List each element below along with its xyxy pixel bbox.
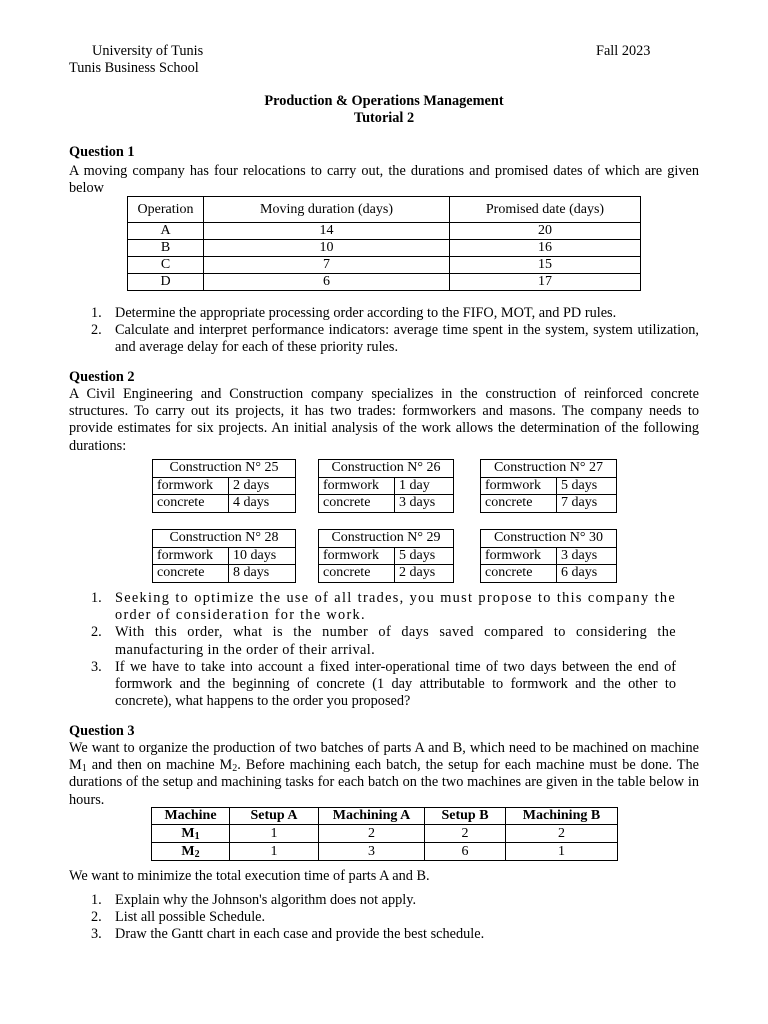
list-number: 3. xyxy=(91,658,102,675)
construction-table-25 xyxy=(152,459,296,513)
q3-header-machine: Machine xyxy=(152,808,230,825)
machine-cell xyxy=(152,825,230,843)
table-cell: D xyxy=(128,274,204,291)
tutorial-title: Tutorial 2 xyxy=(353,110,415,126)
q1-table xyxy=(127,196,641,291)
table-row xyxy=(128,223,641,240)
table-cell: 2 xyxy=(425,825,506,843)
machine-name: M xyxy=(181,843,195,859)
table-cell: 20 xyxy=(450,223,641,240)
table-cell: 2 xyxy=(319,825,425,843)
table-cell: 6 xyxy=(425,843,506,861)
q3-intro-part1: We want to organize the production of two batches of parts A and B, which need to be machined on machine M xyxy=(69,740,699,774)
list-number: 2. xyxy=(91,624,102,641)
list-text: If we have to take into account a fixed inter-operational time of two days between the end of formwork and the beginning of concrete (1 day attributable to formwork and the other to concrete), what happens to the order you proposed? xyxy=(115,658,676,710)
term: Fall 2023 xyxy=(596,43,651,59)
concrete-label: concrete xyxy=(319,565,395,583)
formwork-label: formwork xyxy=(153,477,229,495)
table-cell: 7 xyxy=(204,257,450,274)
formwork-label: formwork xyxy=(319,477,395,495)
q3-intro xyxy=(69,740,699,809)
table-cell: 14 xyxy=(204,223,450,240)
construction-table-30 xyxy=(480,529,617,583)
construction-title: Construction N° 25 xyxy=(153,460,296,478)
school-name: Tunis Business School xyxy=(69,60,199,76)
list-item xyxy=(69,892,699,909)
construction-title: Construction N° 27 xyxy=(481,460,617,478)
formwork-label: formwork xyxy=(481,547,557,565)
table-cell: B xyxy=(128,240,204,257)
q3-header-setup-b: Setup B xyxy=(425,808,506,825)
table-row xyxy=(128,274,641,291)
formwork-label: formwork xyxy=(319,547,395,565)
construction-title: Construction N° 29 xyxy=(319,530,454,548)
university-name: University of Tunis xyxy=(92,43,204,59)
list-text: Draw the Gantt chart in each case and provide the best schedule. xyxy=(115,926,485,943)
concrete-label: concrete xyxy=(319,495,395,513)
list-text: List all possible Schedule. xyxy=(115,909,266,926)
list-text: Calculate and interpret performance indicators: average time spent in the system, system utilization, and average delay for each of these priority rules. xyxy=(115,322,699,356)
list-item xyxy=(69,322,699,356)
table-cell: A xyxy=(128,223,204,240)
q1-title: Question 1 xyxy=(69,144,135,160)
construction-title: Construction N° 30 xyxy=(481,530,617,548)
q3-title: Question 3 xyxy=(69,723,135,739)
machine-cell xyxy=(152,843,230,861)
table-cell: 3 xyxy=(319,843,425,861)
q1-header-operation: Operation xyxy=(128,197,204,223)
list-number: 1. xyxy=(91,590,102,606)
list-item xyxy=(69,909,699,926)
q3-list xyxy=(69,892,699,944)
formwork-duration: 5 days xyxy=(557,477,617,495)
concrete-duration: 7 days xyxy=(557,495,617,513)
list-text: Explain why the Johnson's algorithm does not apply. xyxy=(115,892,417,908)
construction-table-29 xyxy=(318,529,454,583)
formwork-duration: 2 days xyxy=(229,477,296,495)
list-text: Seeking to optimize the use of all trades, you must propose to this company the order of consideration for the work. xyxy=(115,590,676,624)
concrete-label: concrete xyxy=(153,565,229,583)
q3-intro-sub2: 2 xyxy=(232,763,238,775)
q1-header-promised: Promised date (days) xyxy=(450,197,641,223)
list-number: 2. xyxy=(91,322,102,339)
concrete-duration: 8 days xyxy=(229,565,296,583)
q1-header-duration: Moving duration (days) xyxy=(204,197,450,223)
q3-intro-part2: and then on machine M xyxy=(86,757,233,774)
table-row xyxy=(152,843,618,861)
concrete-label: concrete xyxy=(481,565,557,583)
list-number: 3. xyxy=(91,926,102,943)
formwork-duration: 10 days xyxy=(229,547,296,565)
list-text: Determine the appropriate processing order according to the FIFO, MOT, and PD rules. xyxy=(115,305,617,321)
list-item xyxy=(69,659,676,711)
table-row xyxy=(152,825,618,843)
construction-table-27 xyxy=(480,459,617,513)
q3-header-machining-b: Machining B xyxy=(506,808,618,825)
construction-title: Construction N° 28 xyxy=(153,530,296,548)
concrete-label: concrete xyxy=(153,495,229,513)
list-item xyxy=(69,926,699,943)
q2-title: Question 2 xyxy=(69,369,135,385)
machine-subscript: 1 xyxy=(194,830,200,842)
concrete-duration: 6 days xyxy=(557,565,617,583)
table-cell: 10 xyxy=(204,240,450,257)
table-cell: C xyxy=(128,257,204,274)
q3-goal: We want to minimize the total execution time of parts A and B. xyxy=(69,868,430,884)
q3-table xyxy=(151,807,618,861)
formwork-label: formwork xyxy=(153,547,229,565)
machine-subscript: 2 xyxy=(194,848,200,860)
list-item xyxy=(69,590,676,624)
q2-intro: A Civil Engineering and Construction company specializes in the construction of reinforced concrete structures. To carry out its projects, it has two trades: formworkers and masons. The company needs to provide estimates for six projects. An initial analysis of the work allows the determination of the following durations: xyxy=(69,386,699,454)
q1-intro: A moving company has four relocations to carry out, the durations and promised dates of which are given below xyxy=(69,163,699,197)
table-cell: 2 xyxy=(506,825,618,843)
concrete-duration: 4 days xyxy=(229,495,296,513)
table-cell: 16 xyxy=(450,240,641,257)
machine-name: M xyxy=(181,825,195,841)
table-cell: 15 xyxy=(450,257,641,274)
list-item xyxy=(69,624,676,658)
course-title: Production & Operations Management xyxy=(264,93,504,109)
q2-list xyxy=(69,590,676,710)
table-row xyxy=(128,240,641,257)
construction-table-26 xyxy=(318,459,454,513)
q3-header-setup-a: Setup A xyxy=(230,808,319,825)
table-cell: 6 xyxy=(204,274,450,291)
q3-intro-sub1: 1 xyxy=(81,763,87,775)
q3-header-machining-a: Machining A xyxy=(319,808,425,825)
formwork-duration: 1 day xyxy=(395,477,454,495)
concrete-label: concrete xyxy=(481,495,557,513)
q3-intro-part3: . Before machining each batch, the setup for each machine must be done. The durations of the setup and machining tasks for each batch on the two machines are given in the table below in hours. xyxy=(69,757,699,808)
concrete-duration: 2 days xyxy=(395,565,454,583)
construction-title: Construction N° 26 xyxy=(319,460,454,478)
formwork-duration: 3 days xyxy=(557,547,617,565)
list-number: 1. xyxy=(91,305,102,321)
table-cell: 1 xyxy=(230,825,319,843)
table-cell: 17 xyxy=(450,274,641,291)
table-cell: 1 xyxy=(506,843,618,861)
formwork-label: formwork xyxy=(481,477,557,495)
table-cell: 1 xyxy=(230,843,319,861)
list-text: With this order, what is the number of days saved compared to considering the manufacturing in the order of their arrival. xyxy=(115,624,676,658)
construction-table-28 xyxy=(152,529,296,583)
formwork-duration: 5 days xyxy=(395,547,454,565)
list-number: 2. xyxy=(91,909,102,926)
list-item xyxy=(69,305,699,322)
concrete-duration: 3 days xyxy=(395,495,454,513)
list-number: 1. xyxy=(91,892,102,908)
table-row xyxy=(128,257,641,274)
q1-list xyxy=(69,305,699,357)
